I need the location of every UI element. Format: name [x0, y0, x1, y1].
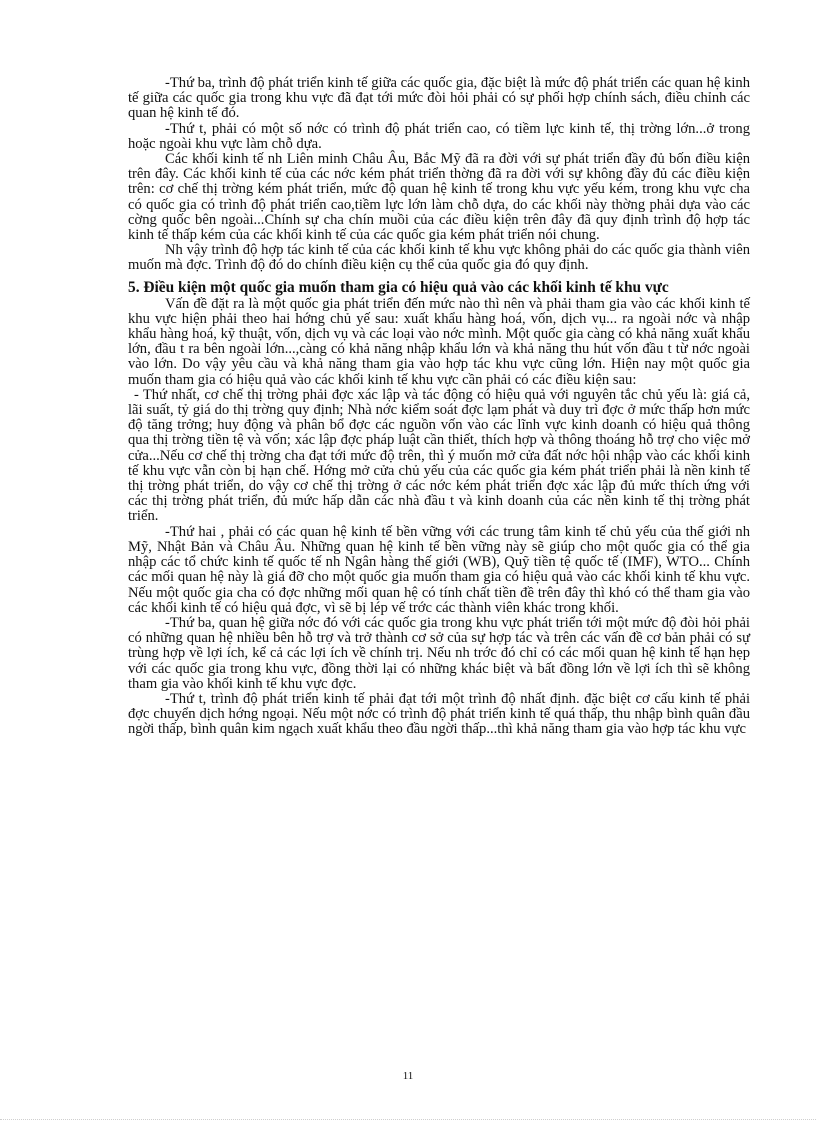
paragraph-economic-blocs: Các khối kinh tế nh Liên minh Châu Âu, Bắc Mỹ đã ra đời với sự phát triển đầy đủ bốn điều kiện trên đây. Các khối kinh tế của các nớc kém phát triển thờng đã ra đời với sự không đầy đủ các điều kiện trên: cơ chế thị trờng kém phát triển, mức độ quan hệ kinh tế trong khu vực yếu kém, trong khu vực cha có quốc gia có trình độ phát triển cao,tiềm lực lớn làm chỗ dựa, do các khối này thờng phải dựa vào các cờng quốc bên ngoài...Chính sự cha chín muồi của các điều kiện trên đây đã quy định trình độ hợp tác kinh tế thấp kém của các khối kinh tế của các quốc gia kém phát triển nói chung.: [128, 151, 750, 244]
paragraph-intro-conditions: Vấn đề đặt ra là một quốc gia phát triển đến mức nào thì nên và phải tham gia vào các khối kinh tế khu vực hiện phải theo hai hớng chủ yế sau: xuất khẩu hàng hoá, vốn, dịch vụ... ra ngoài nớc và nhập khẩu hàng hoá, kỹ thuật, vốn, dịch vụ và các loại vào nớc mình. Một quốc gia càng có khả năng xuất khẩu lớn, đầu t ra bên ngoài lớn...,càng có khả năng nhập khẩu lớn và khả năng thu hút vốn đầu t từ nớc ngoài vào lớn. Do vậy yêu cầu và khả năng tham gia vào hợp tác khu vực cũng lớn. Hiện nay một quốc gia muốn tham gia có hiệu quả vào các khối kinh tế khu vực cần phải có các điều kiện sau:: [128, 295, 750, 388]
paragraph-third-condition-relations: -Thứ ba, quan hệ giữa nớc đó với các quốc gia trong khu vực phát triển tới một mức độ đòi hỏi phải có những quan hệ nhiều bên hỗ trợ và trở thành cơ sở của sự hợp tác và trên các vấn đề cơ bản phải có sự trùng hợp về lợi ích, kể cả các lợi ích về chính trị. Nếu nh trớc đó chỉ có các mối quan hệ kinh tế hạn hẹp với các quốc gia trong khu vực, đồng thời lại có những khác biệt và bất đồng lớn về lợi ích thì sẽ không tham gia vào khối kinh tế khu vực đợc.: [128, 614, 750, 692]
paragraph-first-condition: - Thứ nhất, cơ chế thị trờng phải đợc xác lập và tác động có hiệu quả với nguyên tắc chủ yếu là: giá cả, lãi suất, tỷ giá do thị trờng quy định; Nhà nớc kiểm soát đợc lạm phát và duy trì đợc ở mức thấp hơn mức độ tăng trởng; huy động và phân bổ đợc các nguồn vốn vào các lĩnh vực kinh doanh có hiệu quả thông qua thị trờng tiền tệ và vốn; xác lập đợc pháp luật cần thiết, thích hợp và thông thoáng hỗ trợ cho việc mở cửa...Nếu cơ chế thị trờng cha đạt tới mức độ trên, thì ý muốn mở cửa đất nớc hội nhập vào các khối kinh tế khu vực vẫn còn bị hạn chế. Hớng mở cửa chủ yếu của các quốc gia kém phát triển phải là nền kinh tế thị trờng phát triển, do vậy cơ chế thị trờng ở các nớc kém phát triển đợc xác lập đủ mức thích ứng với các thị trờng phát triển, đủ mức hấp dẫn các nhà đầu t và kinh doanh của các nền kinh tế thị trờng phát triển.: [128, 386, 750, 525]
paragraph-fourth-condition: -Thứ t, phải có một số nớc có trình độ phát triển cao, có tiềm lực kinh tế, thị trờng lớn...ở trong hoặc ngoài khu vực làm chỗ dựa.: [128, 120, 750, 152]
paragraph-cooperation-level: Nh vậy trình độ hợp tác kinh tế của các khối kinh tế khu vực không phải do các quốc gia thành viên muốn mà đợc. Trình độ đó do chính điều kiện cụ thể của quốc gia đó quy định.: [128, 242, 750, 274]
paragraph-third-condition: -Thứ ba, trình độ phát triển kinh tế giữa các quốc gia, đặc biệt là mức độ phát triển các quan hệ kinh tế giữa các quốc gia trong khu vực đã đạt tới mức đòi hỏi phải có sự phối hợp chính sách, điều chỉnh các quan hệ kinh tế đó.: [128, 75, 750, 122]
page-bottom-divider: [0, 1119, 816, 1120]
page-number: 11: [402, 1070, 414, 1082]
document-page: [128, 76, 750, 738]
paragraph-second-condition: -Thứ hai , phải có các quan hệ kinh tế bền vững với các trung tâm kinh tế chủ yếu của thế giới nh Mỹ, Nhật Bản và Châu Âu. Những quan hệ kinh tế bền vững này sẽ giúp cho một quốc gia có thể gia nhập các tổ chức kinh tế quốc tế nh Ngân hàng thế giới (WB), Quỹ tiền tệ quốc tế (IMF), WTO... Chính các mối quan hệ này là giá đỡ cho một quốc gia muốn tham gia có hiệu quả vào các khối kinh tế khu vực. Nếu một quốc gia cha có đợc những mối quan hệ có tính chất tiền đề trên đây thì khó có thể tham gia vào các khối kinh tế có hiệu quả đợc, vì sẽ bị lép vế trớc các thành viên khác trong khối.: [128, 523, 750, 616]
paragraph-fourth-condition-development: -Thứ t, trình độ phát triển kinh tế phải đạt tới một trình độ nhất định. đặc biệt cơ cấu kinh tế phải đợc chuyển dịch hớng ngoại. Nếu một nớc có trình độ phát triển kinh tế quá thấp, thu nhập bình quân đầu ngời thấp, bình quân kim ngạch xuất khẩu theo đầu ngời thấp...thì khả năng tham gia vào hợp tác khu vực: [128, 690, 750, 738]
section-heading: 5. Điều kiện một quốc gia muốn tham gia có hiệu quả vào các khối kinh tế khu vực: [128, 278, 669, 296]
